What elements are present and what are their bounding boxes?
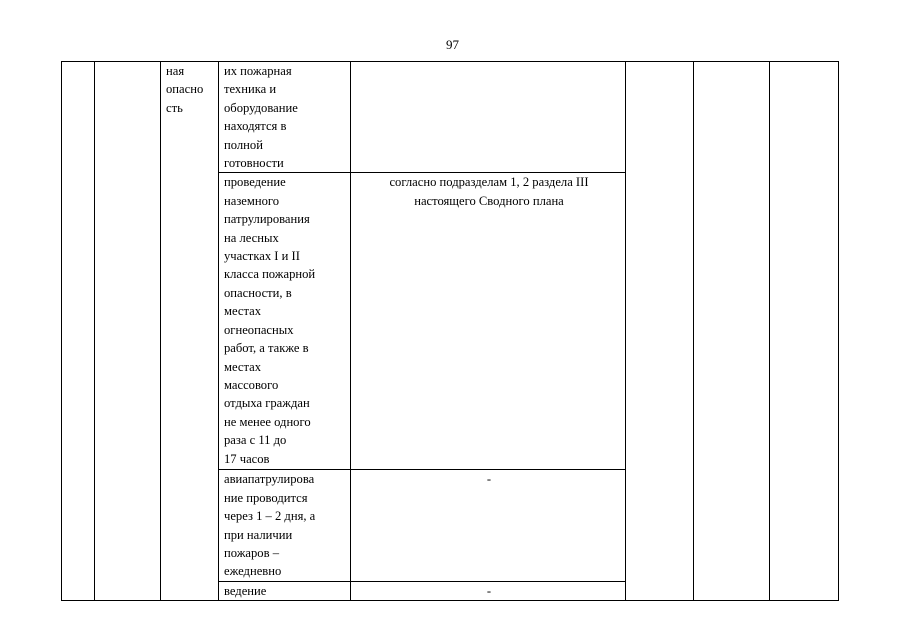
timing-text: согласно подразделам 1, 2 раздела III настоящего Сводного плана xyxy=(389,175,589,208)
cell-name-empty xyxy=(95,62,161,601)
cell-timing xyxy=(351,581,626,600)
cell-number-empty xyxy=(62,62,95,601)
cell-timing xyxy=(351,62,626,173)
cell-measure xyxy=(219,470,351,581)
cell-timing xyxy=(351,470,626,581)
page-number: 97 xyxy=(446,37,459,52)
table-row xyxy=(62,62,839,173)
fire-danger-text: ная опасно сть xyxy=(166,64,204,115)
timing-text: - xyxy=(486,583,492,598)
cell-col8-empty xyxy=(770,62,839,601)
cell-col7-empty xyxy=(694,62,770,601)
cell-measure xyxy=(219,581,351,600)
cell-measure xyxy=(219,173,351,470)
cell-measure xyxy=(219,62,351,173)
timing-text: - xyxy=(486,472,492,487)
measure-text: авиапатрулирова ние проводится через 1 – 2 дня, а при наличии пожаров – ежедневно xyxy=(224,472,316,579)
measure-text: проведение наземного патрулирования на лесных участках I и II класса пожарной опасности, в местах огнеопасных работ, а также в местах массового отдыха граждан не менее одного раза с 11 до 17 часов xyxy=(224,175,316,466)
measure-text: их пожарная техника и оборудование находятся в полной готовности xyxy=(224,64,298,171)
cell-timing xyxy=(351,173,626,470)
cell-col6-empty xyxy=(626,62,694,601)
plan-table xyxy=(61,61,839,601)
cell-fire-danger xyxy=(161,62,219,601)
measure-text: ведение xyxy=(224,583,267,598)
